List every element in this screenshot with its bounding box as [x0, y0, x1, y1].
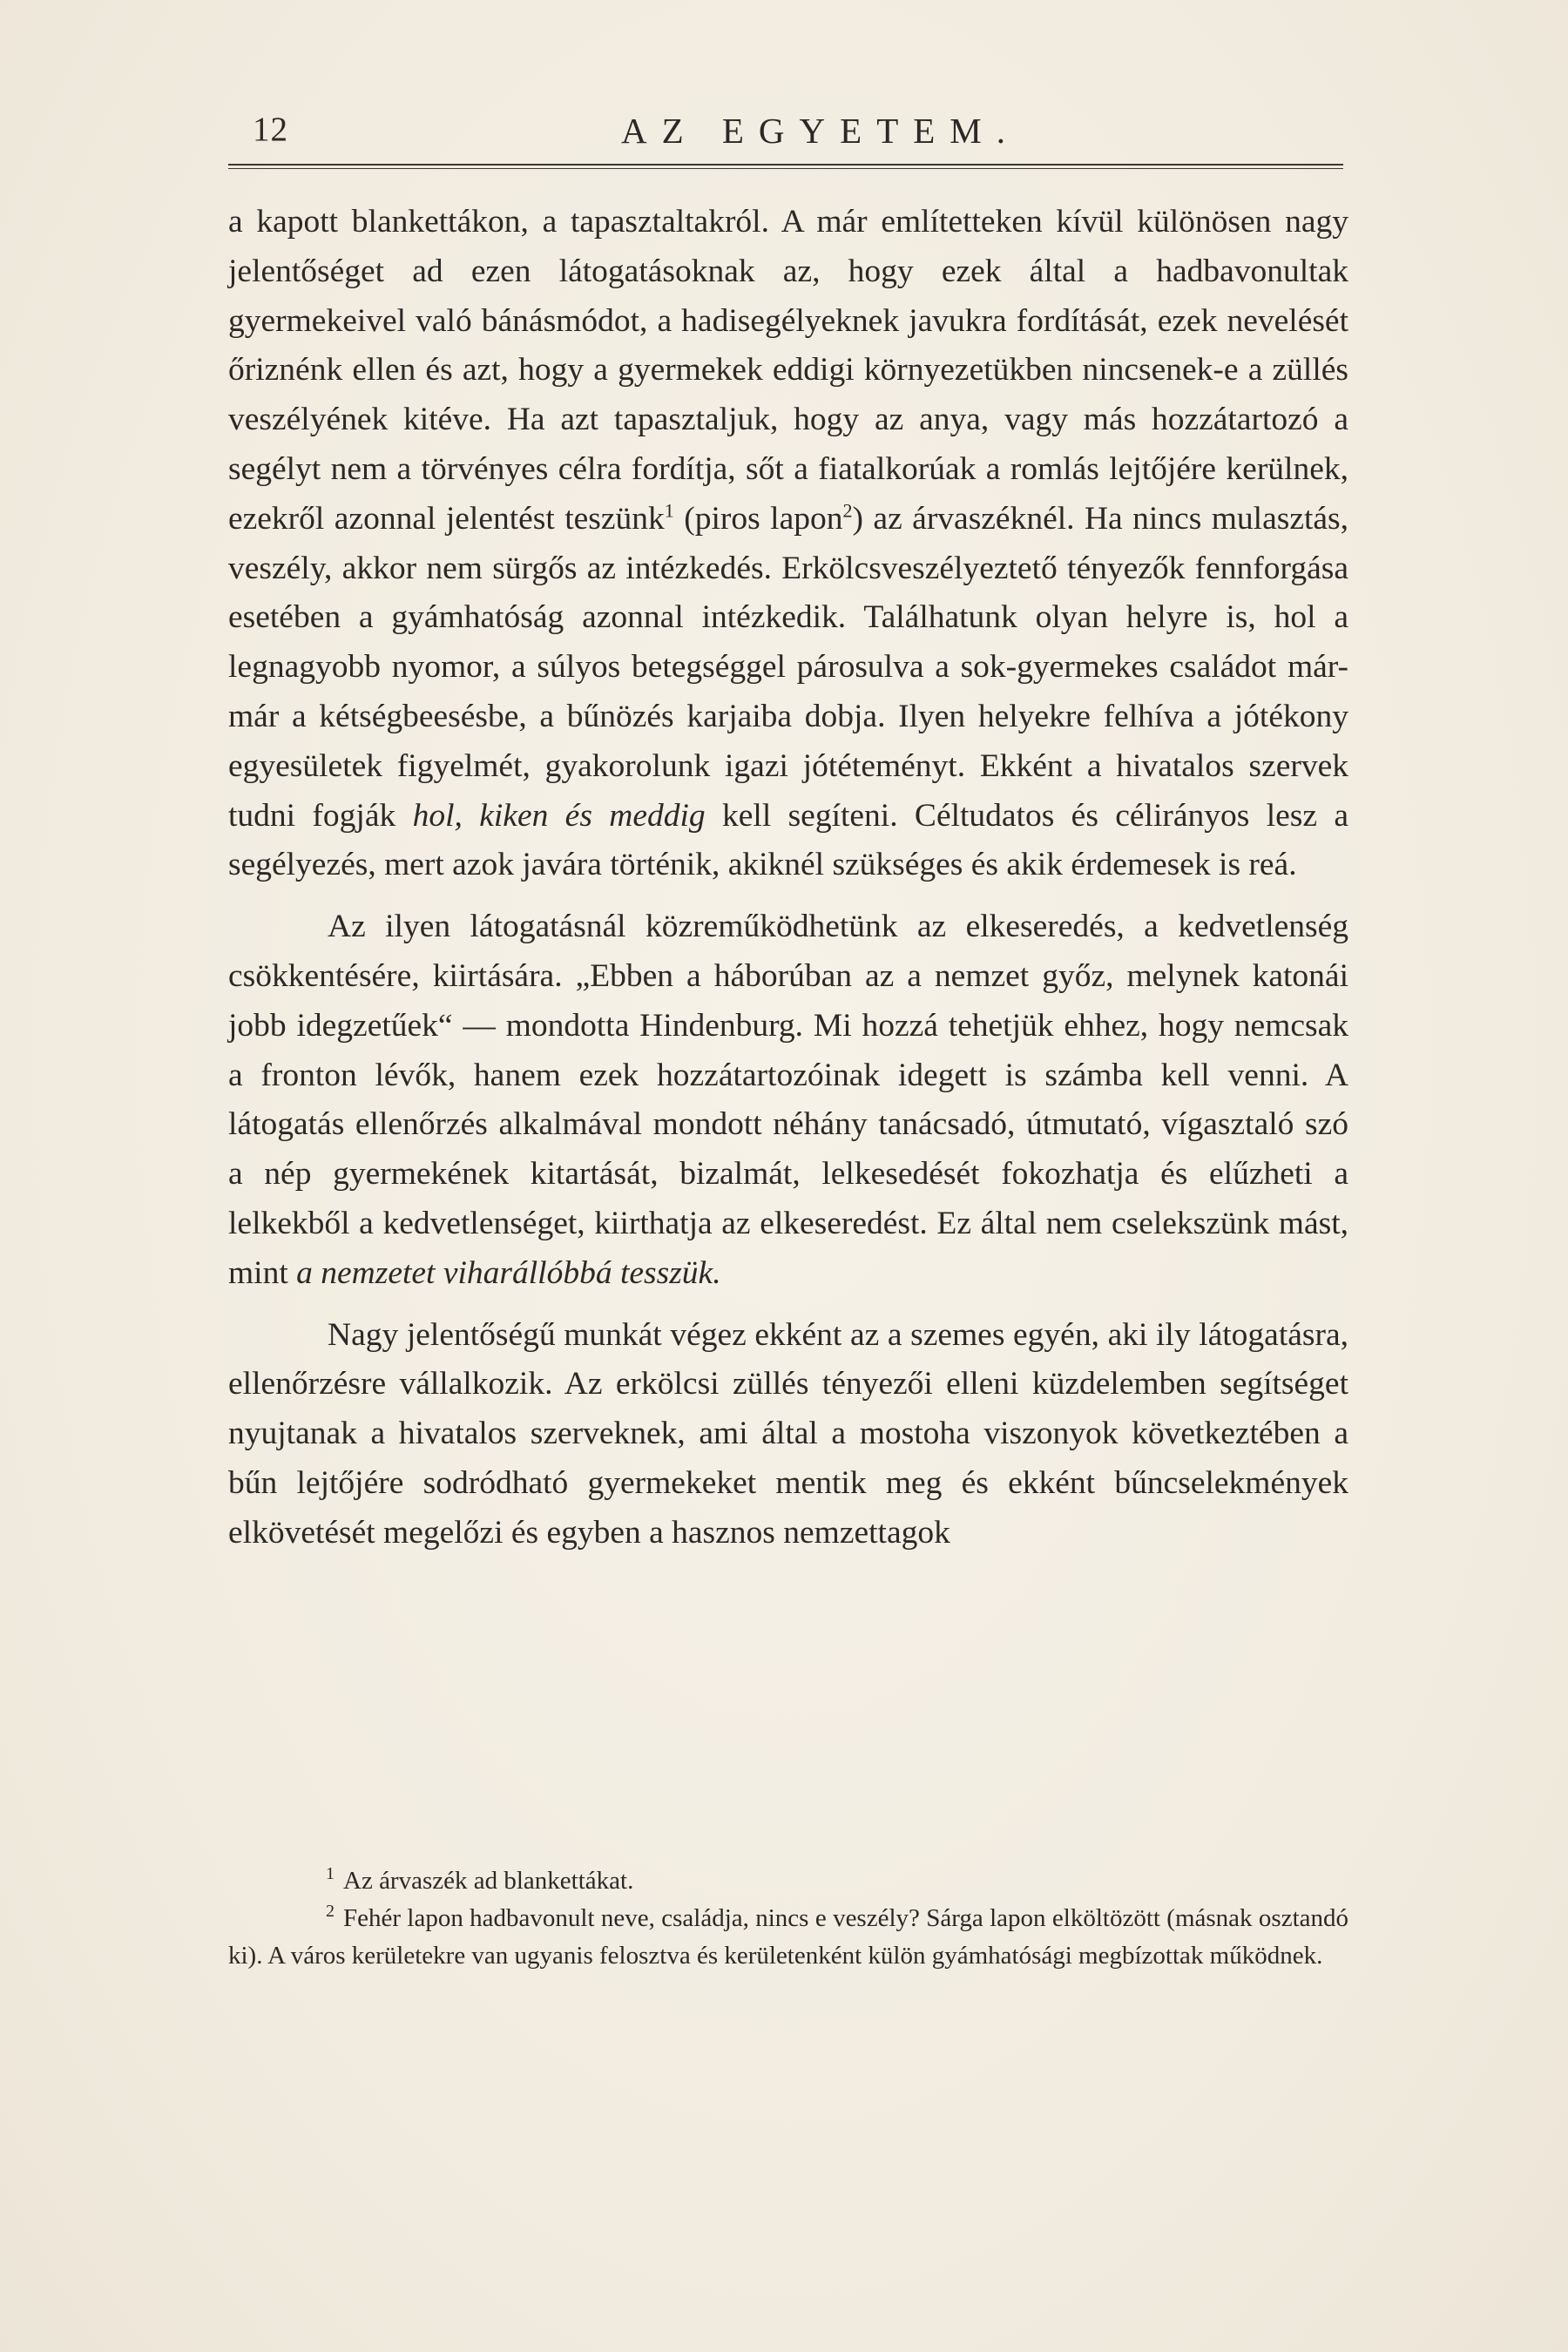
footnote-mark: 1 [326, 1864, 335, 1884]
paragraph-3: Nagy jelentőségű munkát végez ekként az a szemes egyén, aki ily látogatásra, ellenőrzésre vállalkozik. Az erkölcsi züllés tényezői elleni küzdelemben segítséget nyujtanak a hivatalos szerveknek, ami által a mostoha viszonyok következtében a bűn lejtőjére sodródható gyermekeket mentik meg és ekként bűncselekmények elkövetését megelőzi és egyben a hasznos nemzettagok [228, 1316, 1348, 1551]
italic-phrase: hol, kiken és meddig [412, 797, 706, 834]
footnotes [228, 1862, 1348, 1975]
paragraph-1: a kapott blankettákon, a tapasztaltakról. A már említetteken kívül különösen nagy jelentőséget ad ezen látogatásoknak az, hogy ezek által a hadbavonultak gyermekeivel való bánásmódot, a hadisegélyeknek javukra fordítását, ezek nevelését őriznénk ellen és azt, hogy a gyermekek eddigi környezetükben nincsenek-e a züllés veszélyének kitéve. Ha azt tapasztaljuk, hogy az anya, vagy más hozzátartozó a segélyt nem a törvényes célra fordítja, sőt a fiatalkorúak a romlás lejtőjére kerülnek, ezekről azonnal jelentést teszünk$^1$ (piros lapon$^2$) az árvaszéknél. Ha nincs mulasztás, veszély, akkor nem sürgős az intézkedés. Erkölcsveszélyeztető tényezők fennforgása esetében a gyámhatóság azonnal intézkedik. Találhatunk olyan helyre is, hol a legnagyobb nyomor, a súlyos betegséggel párosulva a sok-gyermekes családot már-már a kétségbeesésbe, a bűnözés karjaiba dobja. Ilyen helyekre felhíva a jótékony egyesületek figyelmét, gyakorolunk igazi jótéteményt. Ekként a hivatalos szervek tudni fogják hol, kiken és meddig kell segíteni. Céltudatos és célirányos lesz a segélyezés, mert azok javára történik, akiknél szükséges és akik érdemesek is reá. [228, 204, 1349, 883]
page-number: 12 [253, 111, 288, 148]
body-text [228, 198, 1348, 1558]
header-rule [228, 164, 1343, 169]
paragraph-2: Az ilyen látogatásnál közreműködhetünk az elkeseredés, a kedvetlenség csökkentésére, kiirtására. „Ebben a háborúban az a nemzet győz, melynek katonái jobb idegzetűek“ — mondotta Hindenburg. Mi hozzá tehetjük ehhez, hogy nemcsak a fronton lévők, hanem ezek hozzátartozóinak idegett is számba kell venni. A látogatás ellenőrzés alkalmával mondott néhány tanácsadó, útmutató, vígasztaló szó a nép gyermekének kitartását, bizalmát, lelkesedését fokozhatja és elűzheti a lelkekből a kedvetlenséget, kiirthatja az elkeseredést. Ez által nem cselekszünk mást, mint a nemzetet viharállóbbá tesszük. [228, 909, 1348, 1291]
footnote-text: Fehér lapon hadbavonult neve, családja, nincs e veszély? Sárga lapon elköltözött (másnak osztandó ki). A város kerületekre van ugyanis felosztva és kerületenként külön gyámhatósági megbízottak működnek. [228, 1904, 1348, 1970]
footnote-ref-2: 2 [842, 499, 853, 522]
running-title: AZ EGYETEM. [620, 111, 1020, 151]
italic-phrase: a nemzetet viharállóbbá tesszük. [296, 1254, 721, 1291]
footnote-mark: 2 [326, 1902, 335, 1922]
footnote-text: Az árvaszék ad blankettákat. [343, 1867, 634, 1895]
footnote-2 [228, 1900, 1348, 1975]
page-header [228, 110, 1343, 162]
footnote-ref-1: 1 [664, 499, 674, 522]
footnote-1 [228, 1862, 1348, 1900]
